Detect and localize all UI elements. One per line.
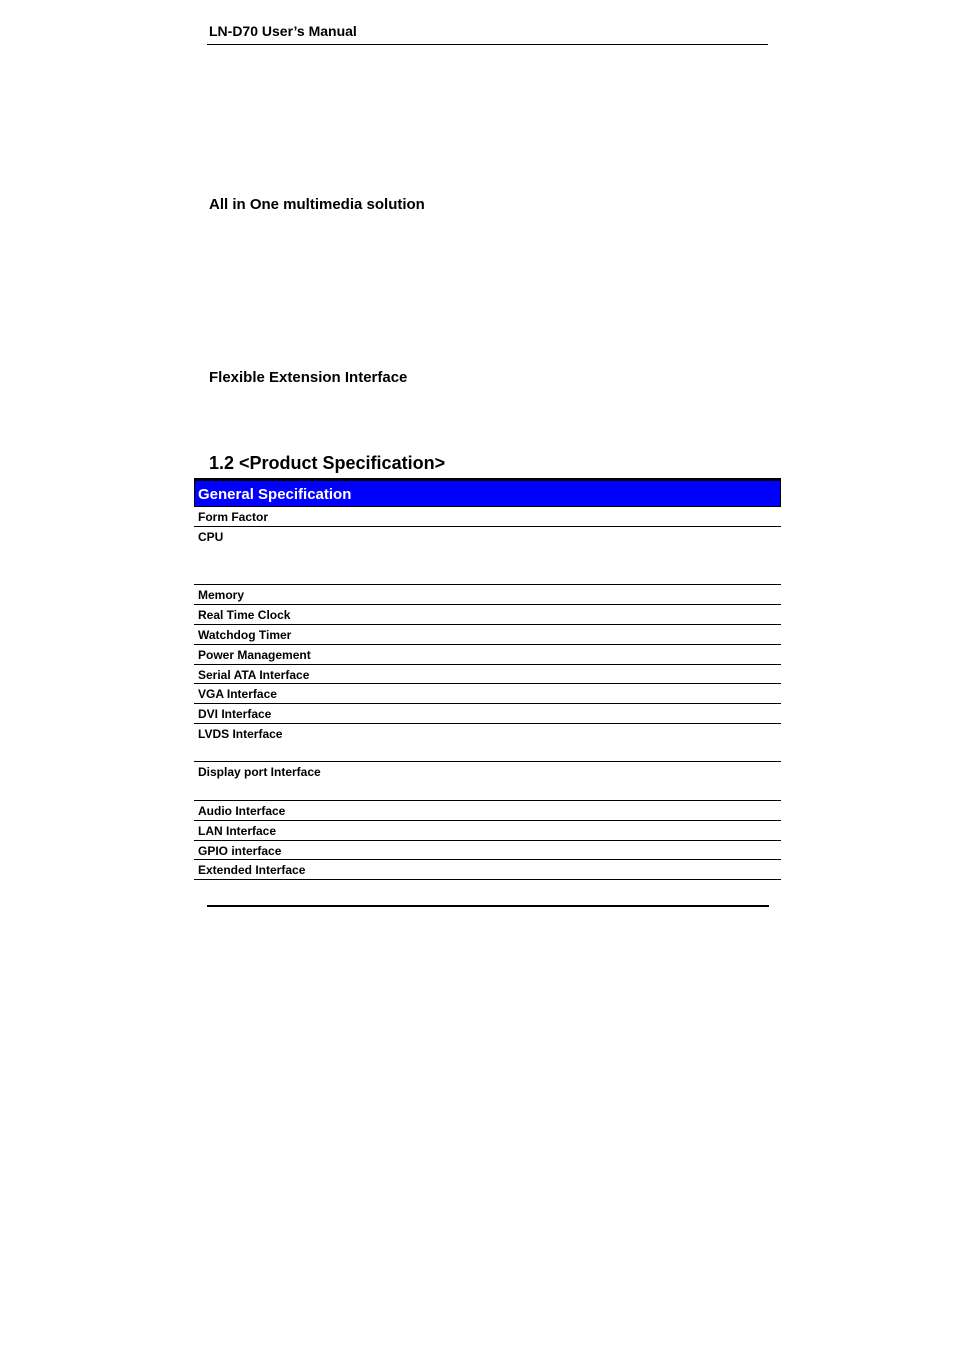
manual-title: LN-D70 User’s Manual	[209, 23, 357, 39]
footer-divider	[207, 905, 769, 907]
spec-row-gpio: GPIO interface	[194, 841, 781, 860]
spec-row-vga: VGA Interface	[194, 684, 781, 704]
multimedia-heading: All in One multimedia solution	[209, 196, 425, 213]
spec-row-memory: Memory	[194, 585, 781, 605]
spec-row-watchdog-timer: Watchdog Timer	[194, 625, 781, 645]
product-spec-heading: 1.2 <Product Specification>	[209, 453, 446, 473]
spec-row-serial-ata: Serial ATA Interface	[194, 665, 781, 684]
spec-row-lvds: LVDS Interface	[194, 724, 781, 762]
spec-row-cpu: CPU	[194, 527, 781, 585]
extension-heading: Flexible Extension Interface	[209, 369, 408, 386]
spec-row-power-management: Power Management	[194, 645, 781, 665]
spec-row-dvi: DVI Interface	[194, 704, 781, 724]
spec-row-audio: Audio Interface	[194, 801, 781, 821]
spec-row-display-port: Display port Interface	[194, 762, 781, 801]
general-spec-table	[194, 478, 781, 880]
spec-row-form-factor: Form Factor	[194, 507, 781, 527]
spec-row-extended: Extended Interface	[194, 860, 781, 880]
spec-row-lan: LAN Interface	[194, 821, 781, 841]
header-divider	[207, 44, 768, 45]
spec-row-real-time-clock: Real Time Clock	[194, 605, 781, 625]
spec-table-title: General Specification	[194, 478, 781, 507]
